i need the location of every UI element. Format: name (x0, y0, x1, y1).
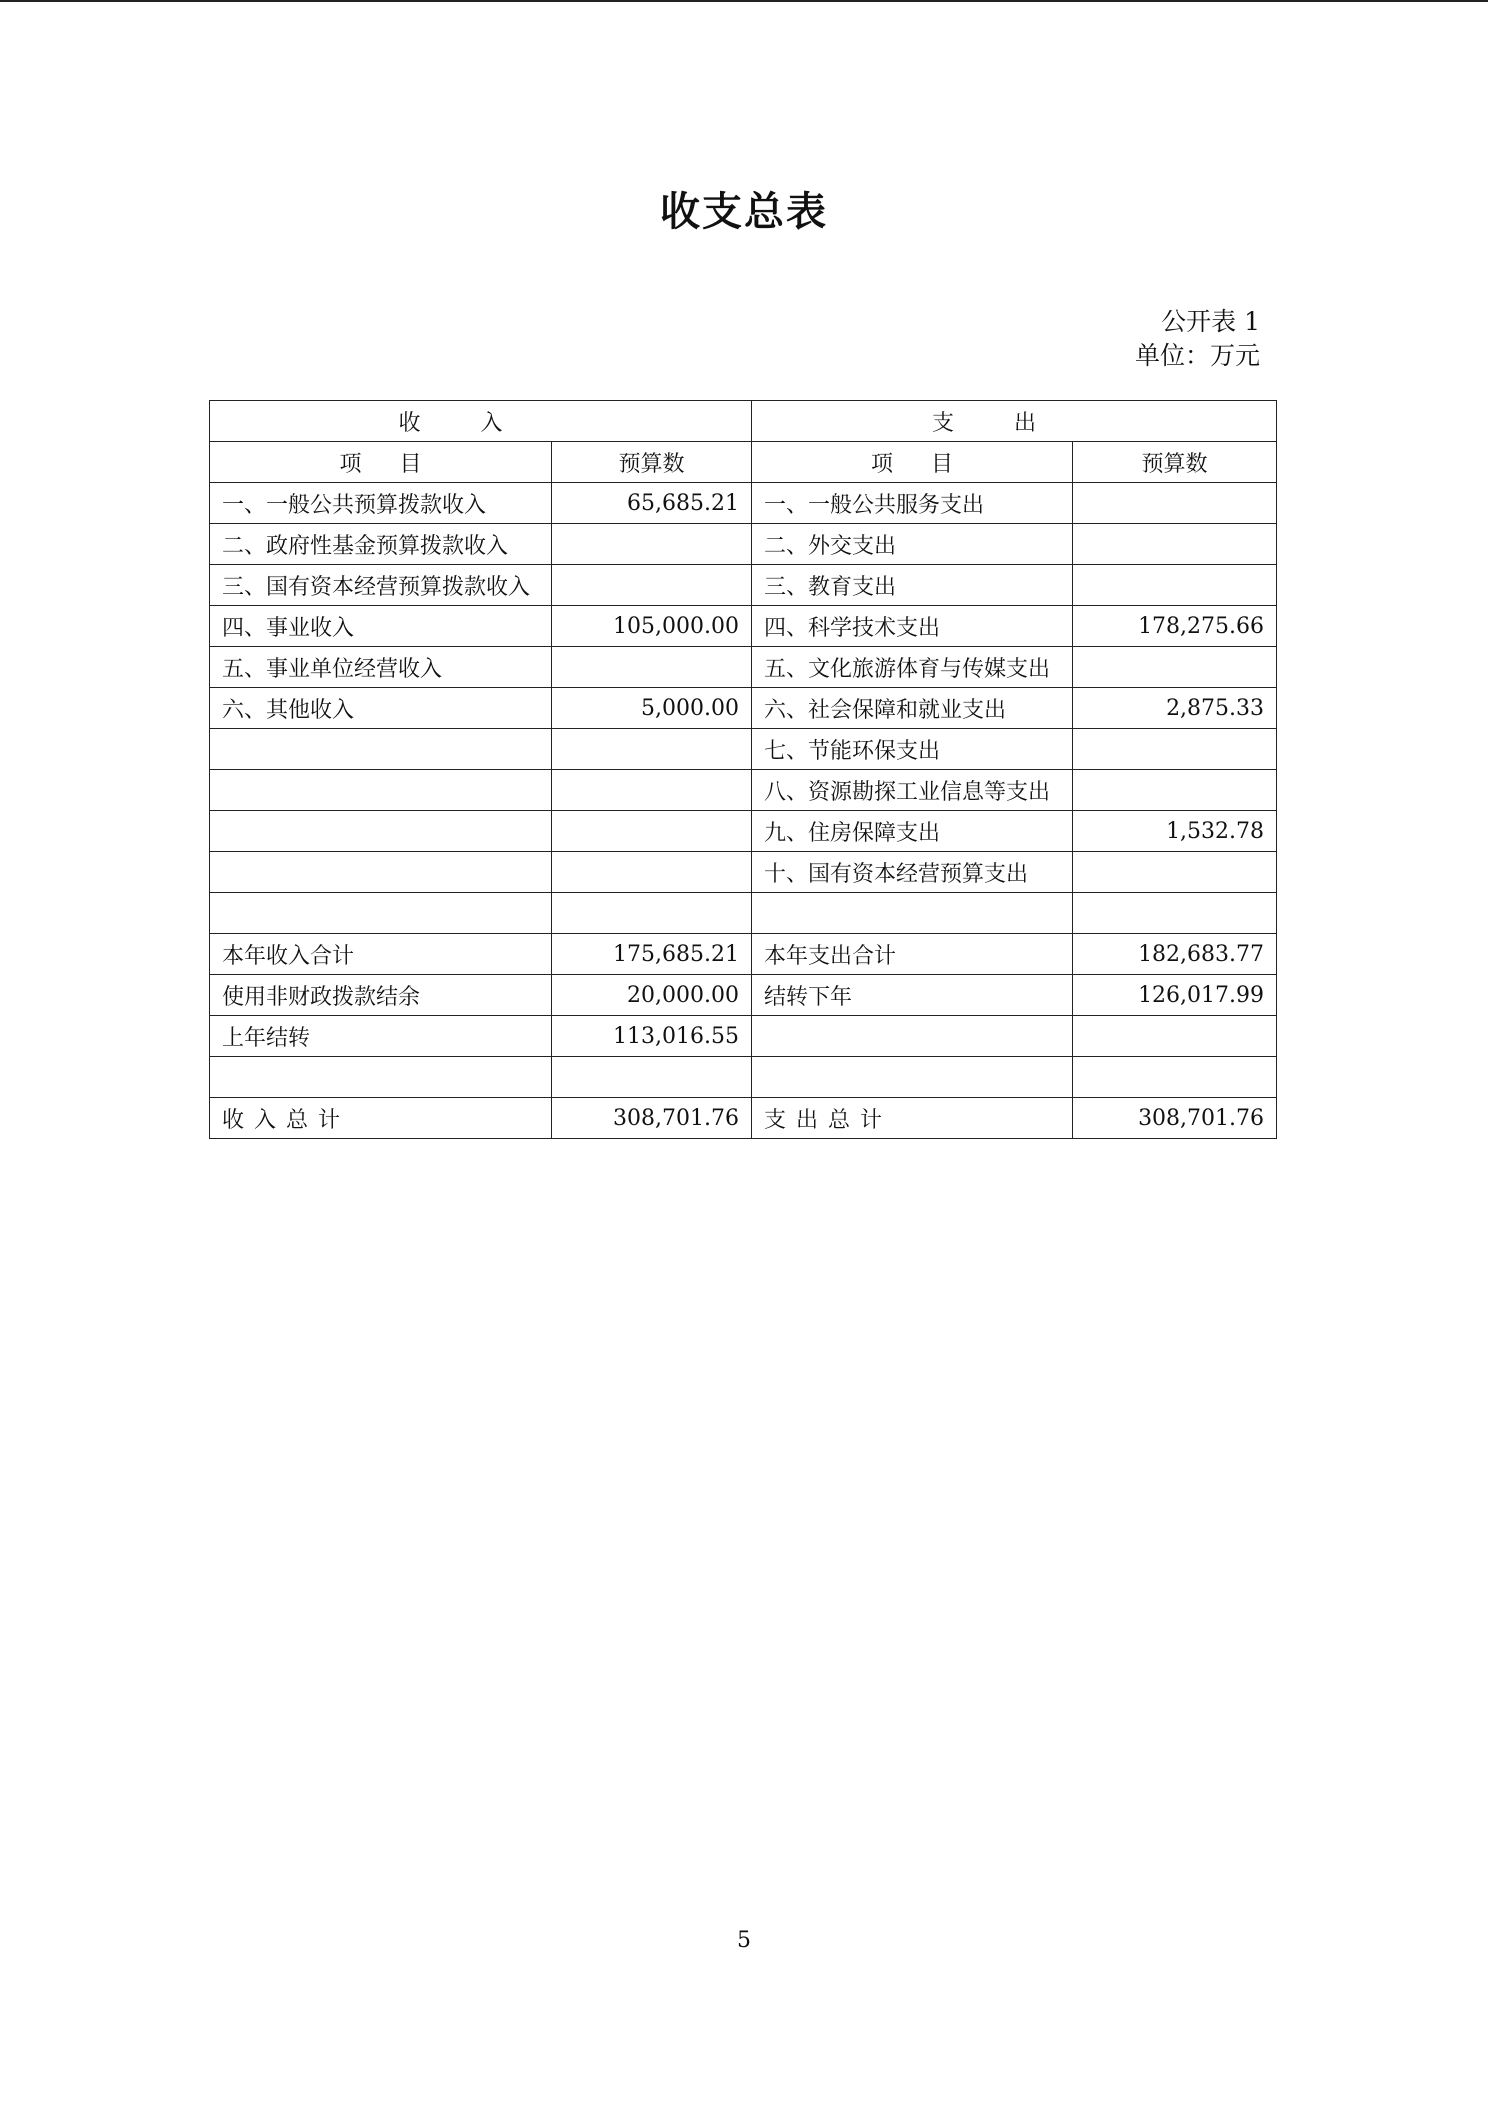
income-item-cell (210, 893, 552, 934)
income-amount-cell: 65,685.21 (552, 483, 752, 524)
table-row (210, 688, 1277, 729)
expense-amount-cell: 1,532.78 (1073, 811, 1277, 852)
table-row (210, 1016, 1277, 1057)
expense-amount-cell (1073, 565, 1277, 606)
income-item-cell: 四、事业收入 (210, 606, 552, 647)
expense-amount-cell: 2,875.33 (1073, 688, 1277, 729)
income-item-cell (210, 811, 552, 852)
expense-item-cell: 三、教育支出 (752, 565, 1073, 606)
income-item-cell (210, 729, 552, 770)
page-title: 收支总表 (660, 189, 828, 235)
income-amount-cell: 105,000.00 (552, 606, 752, 647)
table-row (210, 1098, 1277, 1139)
table-row (210, 1057, 1277, 1098)
table-row (210, 729, 1277, 770)
income-amount-cell (552, 770, 752, 811)
income-total-amount: 308,701.76 (552, 1098, 752, 1139)
table-row (210, 893, 1277, 934)
expense-amount-cell (1073, 1016, 1277, 1057)
expense-amount-cell (1073, 524, 1277, 565)
expense-item-header: 项目 (752, 442, 1073, 483)
expense-amount-cell: 178,275.66 (1073, 606, 1277, 647)
expense-amount-cell: 182,683.77 (1073, 934, 1277, 975)
income-amount-cell: 175,685.21 (552, 934, 752, 975)
expense-item-cell: 七、节能环保支出 (752, 729, 1073, 770)
income-amount-cell (552, 524, 752, 565)
page-number: 5 (737, 1928, 751, 1953)
table-row (210, 770, 1277, 811)
income-item-cell: 五、事业单位经营收入 (210, 647, 552, 688)
table-row (210, 565, 1277, 606)
expense-total-amount: 308,701.76 (1073, 1098, 1277, 1139)
expense-amount-header: 预算数 (1073, 442, 1277, 483)
income-item-cell (210, 852, 552, 893)
table-row (210, 852, 1277, 893)
income-group-header: 收入 (210, 401, 752, 442)
income-amount-cell: 5,000.00 (552, 688, 752, 729)
income-item-cell: 六、其他收入 (210, 688, 552, 729)
income-amount-cell: 20,000.00 (552, 975, 752, 1016)
expense-amount-cell: 126,017.99 (1073, 975, 1277, 1016)
expense-item-cell: 五、文化旅游体育与传媒支出 (752, 647, 1073, 688)
income-item-cell: 本年收入合计 (210, 934, 552, 975)
income-item-cell (210, 1057, 552, 1098)
page-top-border (0, 0, 1488, 2)
expense-amount-cell (1073, 483, 1277, 524)
table-row (210, 647, 1277, 688)
table-row (210, 975, 1277, 1016)
income-item-cell: 上年结转 (210, 1016, 552, 1057)
expense-item-cell: 一、一般公共服务支出 (752, 483, 1073, 524)
unit-label: 单位：万元 (1134, 341, 1260, 370)
expense-item-cell: 九、住房保障支出 (752, 811, 1073, 852)
expense-item-cell: 八、资源勘探工业信息等支出 (752, 770, 1073, 811)
expense-item-cell: 结转下年 (752, 975, 1073, 1016)
expense-item-cell (752, 1057, 1073, 1098)
expense-group-header: 支出 (752, 401, 1277, 442)
income-amount-header: 预算数 (552, 442, 752, 483)
expense-amount-cell (1073, 852, 1277, 893)
expense-item-cell: 二、外交支出 (752, 524, 1073, 565)
income-item-cell: 一、一般公共预算拨款收入 (210, 483, 552, 524)
expense-total-label: 支出总计 (752, 1098, 1073, 1139)
column-header-row (210, 442, 1277, 483)
income-amount-cell (552, 1057, 752, 1098)
table-row (210, 483, 1277, 524)
expense-amount-cell (1073, 729, 1277, 770)
income-amount-cell: 113,016.55 (552, 1016, 752, 1057)
table-row (210, 606, 1277, 647)
expense-amount-cell (1073, 770, 1277, 811)
table-row (210, 524, 1277, 565)
expense-item-cell (752, 893, 1073, 934)
expense-item-cell: 四、科学技术支出 (752, 606, 1073, 647)
expense-item-cell: 十、国有资本经营预算支出 (752, 852, 1073, 893)
expense-amount-cell (1073, 1057, 1277, 1098)
income-amount-cell (552, 811, 752, 852)
income-amount-cell (552, 729, 752, 770)
income-item-cell: 二、政府性基金预算拨款收入 (210, 524, 552, 565)
expense-item-cell: 六、社会保障和就业支出 (752, 688, 1073, 729)
income-item-cell: 三、国有资本经营预算拨款收入 (210, 565, 552, 606)
income-item-cell: 使用非财政拨款结余 (210, 975, 552, 1016)
income-item-cell (210, 770, 552, 811)
income-amount-cell (552, 647, 752, 688)
income-amount-cell (552, 893, 752, 934)
group-header-row (210, 401, 1277, 442)
budget-summary-table (209, 400, 1277, 1139)
expense-item-cell (752, 1016, 1073, 1057)
expense-item-cell: 本年支出合计 (752, 934, 1073, 975)
income-amount-cell (552, 852, 752, 893)
table-row (210, 811, 1277, 852)
income-amount-cell (552, 565, 752, 606)
form-number: 公开表 1 (1161, 307, 1260, 336)
income-total-label: 收入总计 (210, 1098, 552, 1139)
expense-amount-cell (1073, 893, 1277, 934)
table-row (210, 934, 1277, 975)
income-item-header: 项目 (210, 442, 552, 483)
expense-amount-cell (1073, 647, 1277, 688)
